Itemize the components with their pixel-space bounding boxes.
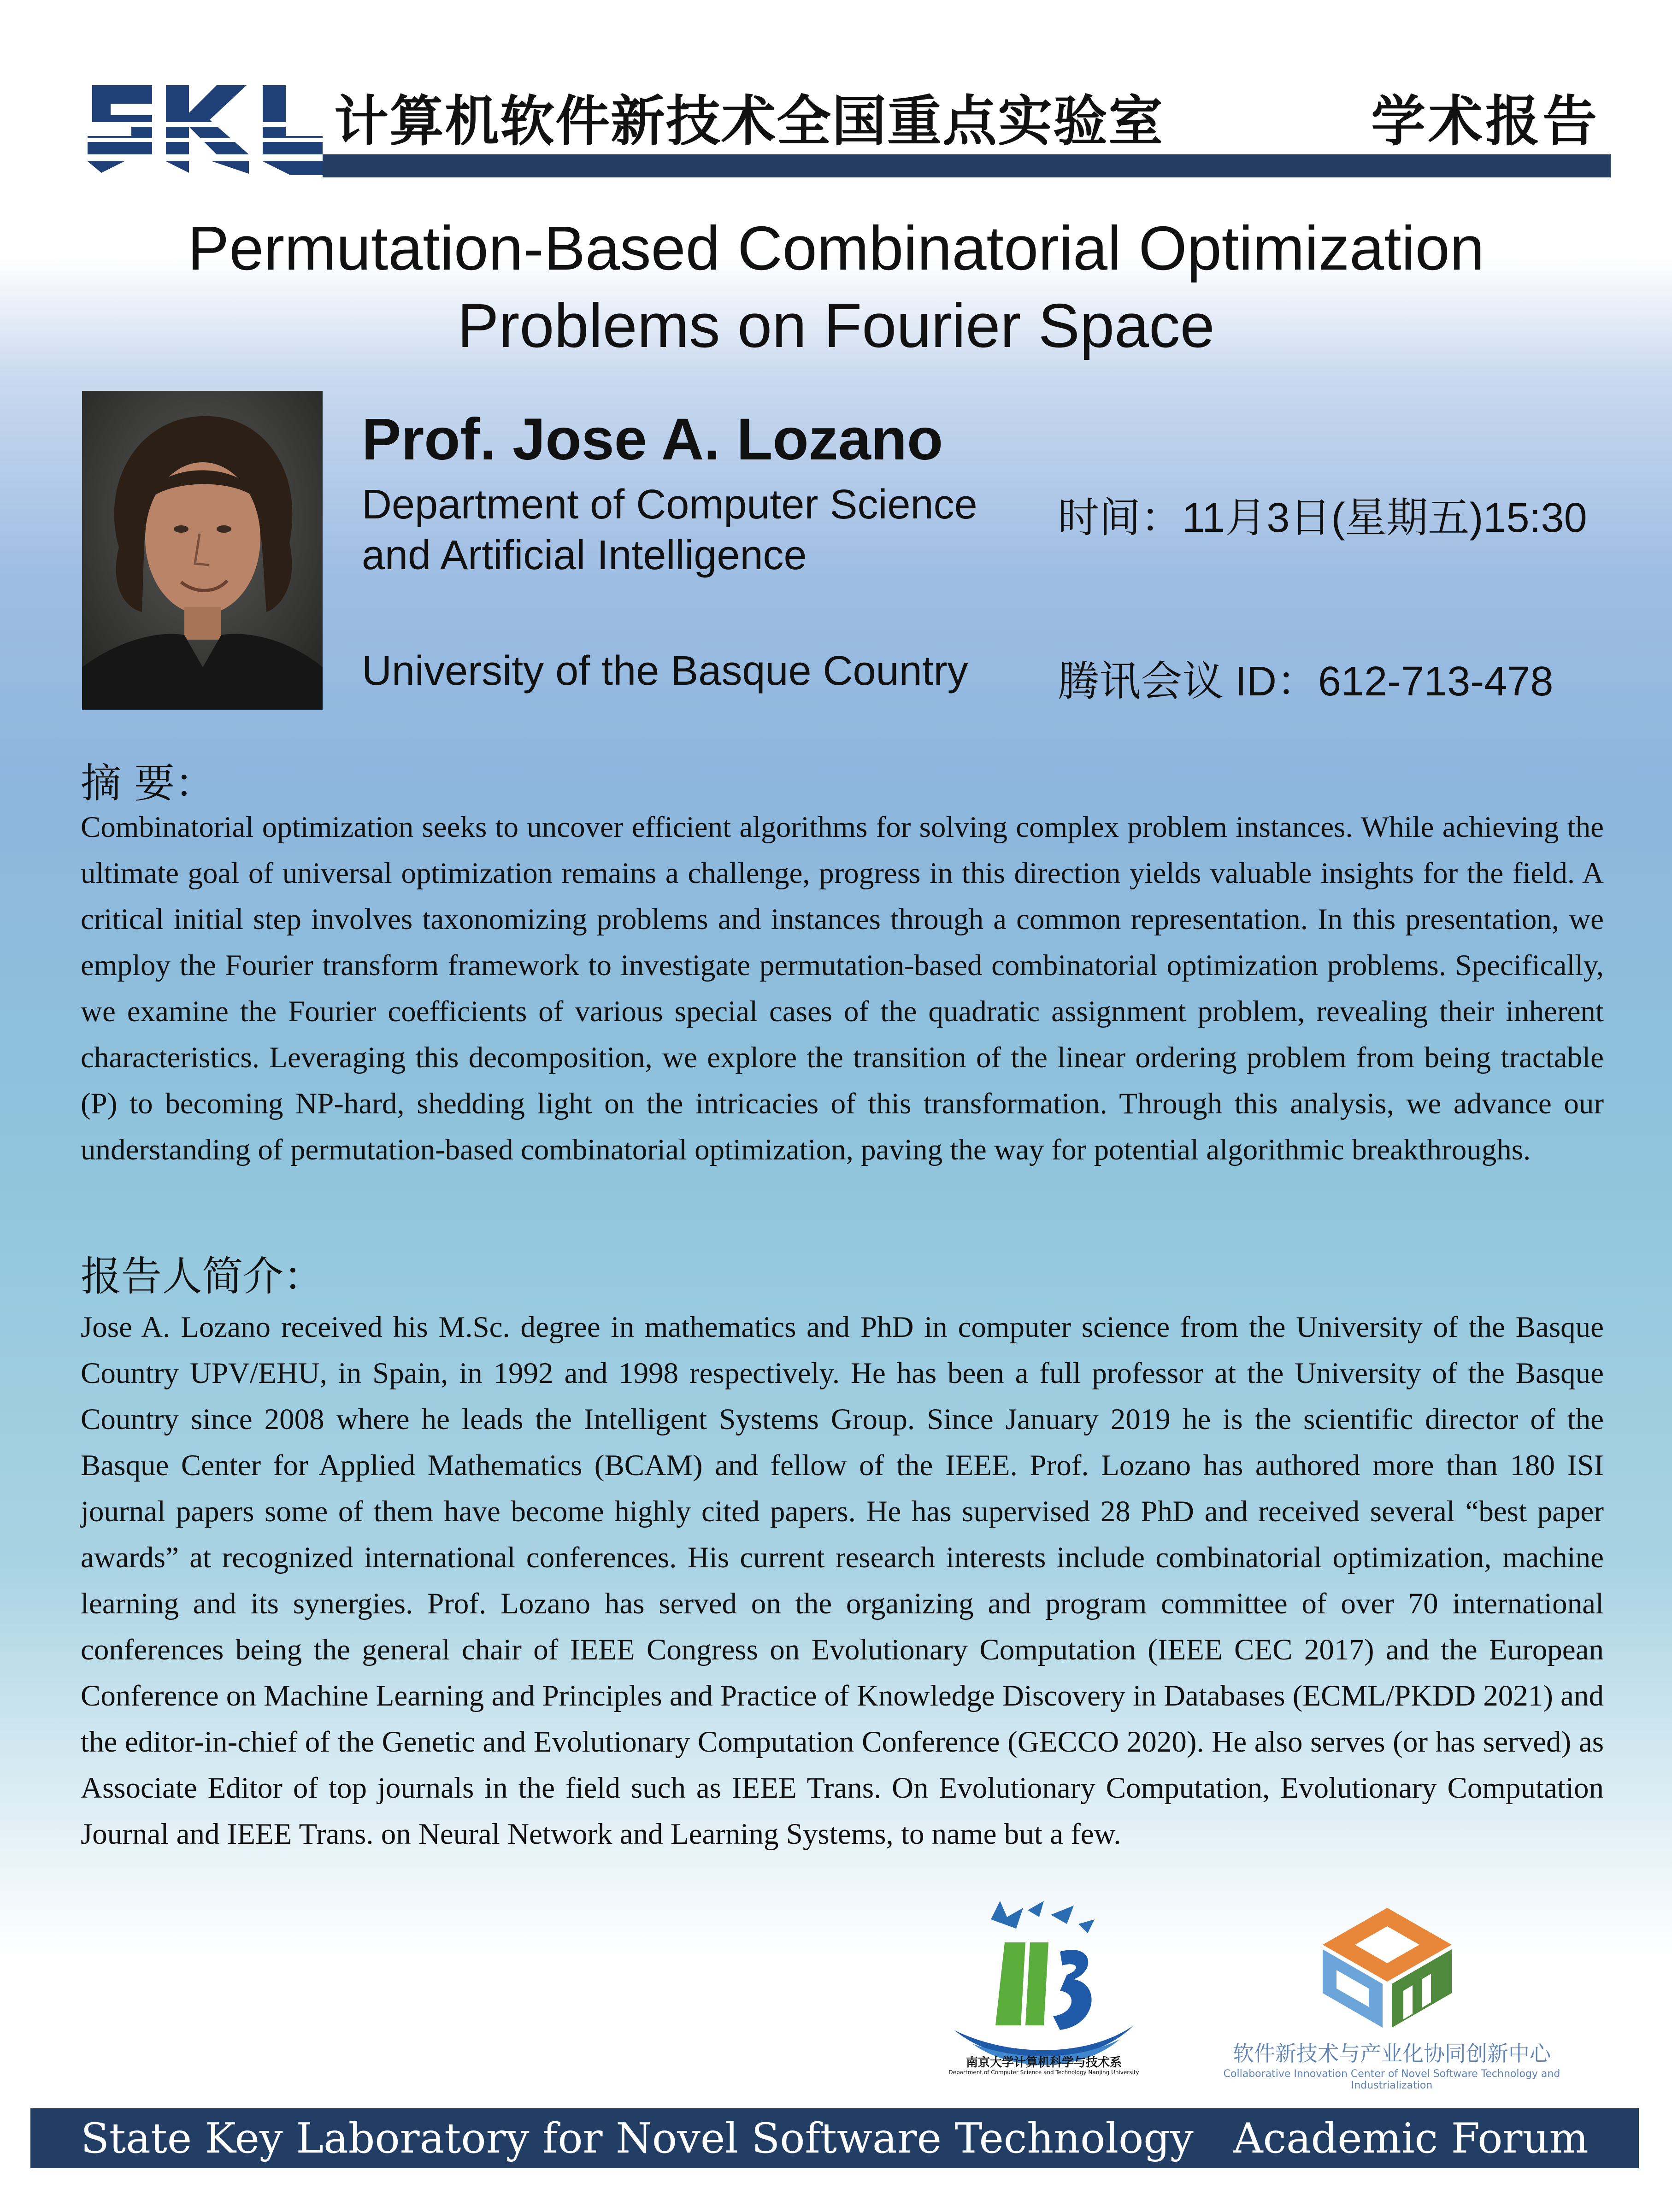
footer-bar [30,2108,1639,2168]
innovation-center-logo [1318,1903,1456,2032]
innovation-center-name-en: Collaborative Innovation Center of Novel Software Technology and Industrialization [1223,2068,1560,2091]
department-line1: Department of Computer Science [362,482,977,528]
talk-title-line2: Problems on Fourier Space [457,291,1215,360]
talk-title [69,210,1603,365]
bio-heading: 报告人简介： [81,1253,324,1300]
cs-department-logo [936,1892,1148,2076]
innovation-center-name-cn: 软件新技术与产业化协同创新中心 [1233,2041,1551,2066]
lab-name: 计算机软件新技术全国重点实验室 [334,89,1164,153]
speaker-department [362,479,1030,581]
forum-label: 学术报告 [1371,89,1600,153]
skl-logo [74,76,332,182]
event-time: 时间：11月3日(星期五)15:30 [1058,495,1587,541]
footer-text: State Key Laboratory for Novel Software Technology Academic Forum [81,2114,1589,2163]
meeting-id: 腾讯会议 ID：612-713-478 [1058,659,1554,705]
abstract-heading: 摘 要： [81,759,215,807]
speaker-university: University of the Basque Country [362,648,968,694]
cs-department-name-cn: 南京大学计算机科学与技术系 [966,2056,1122,2070]
abstract-text: Combinatorial optimization seeks to uncover efficient algorithms for solving complex problem instances. While achieving the ultimate goal of universal optimization remains a challenge, progress in this direction yields valuable insights for the field. A critical initial step involves taxonomizing problems and instances through a common representation. In this presentation, we employ the Fourier transform framework to investigate permutation-based combinatorial optimization problems. Specifically, we examine the Fourier coefficients of various special cases of the quadratic assignment problem, revealing their inherent characteristics. Leveraging this decomposition, we explore the transition of the linear ordering problem from being tractable (P) to becoming NP-hard, shedding light on the intricacies of this transformation. Through this analysis, we advance our understanding of permutation-based combinatorial optimization, paving the way for potential algorithmic breakthroughs. [81,811,1604,1166]
speaker-photo [82,391,323,710]
cs-department-name-en: Department of Computer Science and Technology Nanjing University [948,2069,1139,2076]
department-line2: and Artificial Intelligence [362,532,807,578]
speaker-name: Prof. Jose A. Lozano [362,406,943,472]
bio-text: Jose A. Lozano received his M.Sc. degree in mathematics and PhD in computer science from the University of the Basque Country UPV/EHU, in Spain, in 1992 and 1998 respectively. He has been a full professor at the University of the Basque Country since 2008 where he leads the Intelligent Systems Group. Since January 2019 he is the scientific director of the Basque Center for Applied Mathematics (BCAM) and fellow of the IEEE. Prof. Lozano has authored more than 180 ISI journal papers some of them have become highly cited papers. He has supervised 28 PhD and received several “best paper awards” at recognized international conferences. His current research interests include combinatorial optimization, machine learning and its synergies. Prof. Lozano has served on the organizing and program committee of over 70 international conferences being the general chair of IEEE Congress on Evolutionary Computation (IEEE CEC 2017) and the European Conference on Machine Learning and Principles and Practice of Knowledge Discovery in Databases (ECML/PKDD 2021) and the editor-in-chief of the Genetic and Evolutionary Computation Conference (GECCO 2020). He also serves (or has served) as Associate Editor of top journals in the field such as IEEE Trans. On Evolutionary Computation, Evolutionary Computation Journal and IEEE Trans. on Neural Network and Learning Systems, to name but a few. [81,1311,1604,1851]
header-divider [323,154,1611,177]
talk-title-line1: Permutation-Based Combinatorial Optimization [188,213,1484,283]
